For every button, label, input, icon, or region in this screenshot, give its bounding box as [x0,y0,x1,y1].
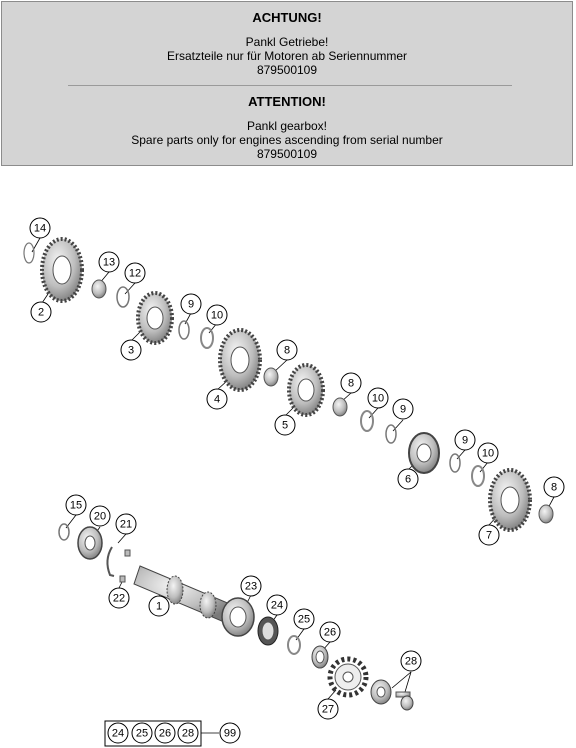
callout-label: 2 [37,306,45,319]
callout-c7 [479,525,499,545]
callout-k28 [178,723,198,743]
notice-line-en-3: 879500109 [256,147,318,161]
bearing-23-part [222,598,254,636]
callout-label: 5 [281,419,289,432]
notice-line-en-1: Pankl gearbox! [246,119,328,133]
notice-line-de-2: Ersatzteile nur für Motoren ab Seriennummer [166,49,408,63]
gear-4-part [220,330,260,390]
washer-15-part [59,524,69,540]
parts-group-upper [24,239,553,530]
callout-c10c [478,443,498,463]
circlip-9c-part [450,454,460,472]
circlip-9a-part [179,321,189,339]
callout-label: 8 [347,377,355,390]
callout-label: 6 [404,473,412,486]
callout-label: 3 [127,344,135,357]
callout-label: 24 [270,599,284,612]
callout-label: 23 [244,580,258,593]
callout-label: 28 [404,655,418,668]
callout-label: 22 [112,592,126,605]
callout-label: 9 [399,403,407,416]
callout-c8c [544,477,564,497]
callout-c3 [121,340,141,360]
screw-22-part [120,576,125,582]
gear-7-part [490,470,530,530]
retainer-21-part [107,547,114,576]
bearing-13-part [92,280,106,298]
callout-c24 [267,595,287,615]
callout-c4 [207,389,227,409]
callout-label: 7 [485,529,493,542]
bearing-8c-part [539,505,553,523]
callout-label: 10 [481,447,495,460]
callout-c9c [455,430,475,450]
callout-label: 25 [297,613,311,626]
main-shaft-1-part [134,566,230,622]
callout-label: 10 [371,392,385,405]
callout-k25 [132,723,152,743]
callout-c21 [116,514,136,534]
callout-c25 [294,609,314,629]
callout-c6 [398,469,418,489]
spacer-26-part [312,646,328,668]
callout-c23 [241,576,261,596]
callout-c1 [149,596,169,616]
callout-c12 [125,263,145,283]
washer-28-part [371,680,391,704]
callout-c22 [109,588,129,608]
callout-k99 [220,723,240,743]
sprocket-27-part [330,659,366,695]
gear-2-part [42,239,82,301]
bearing-8a-part [264,368,278,386]
callout-c8a [277,340,297,360]
parts-group-lower [59,524,413,710]
washer-10c-part [472,466,484,486]
callout-label: 25 [135,727,149,740]
callout-label: 20 [93,510,107,523]
callout-label: 1 [155,600,163,613]
callout-k26 [155,723,175,743]
callout-c27 [318,699,338,719]
callout-c9b [393,399,413,419]
o-ring-25-part [288,636,300,654]
callout-c10b [368,388,388,408]
callout-label: 14 [33,222,47,235]
callout-label: 13 [102,256,116,269]
callout-label: 9 [187,298,195,311]
callout-c9a [181,294,201,314]
notice-line-en-2: Spare parts only for engines ascending from serial number [131,133,443,147]
washer-10b-part [361,411,373,431]
bolt-28-part [396,692,413,710]
callout-c10a [207,305,227,325]
callout-label: 10 [210,309,224,322]
callout-c15 [66,495,86,515]
washer-12-part [117,287,129,307]
washer-10a-part [201,328,213,348]
washer-14-part [24,243,34,263]
callout-label: 15 [69,499,83,512]
gear-5-part [289,365,323,415]
callout-c13 [99,252,119,272]
callout-label: 4 [213,393,221,406]
callout-c8b [341,373,361,393]
screw-21-part [125,550,130,556]
callout-label: 26 [158,727,172,740]
notice-line-de-1: Pankl Getriebe! [245,35,329,49]
callout-label: 8 [550,481,558,494]
circlip-9b-part [386,425,396,443]
callout-c2 [31,302,51,322]
bearing-8b-part [333,398,347,416]
callout-label: 28 [181,727,195,740]
gear-3-part [138,293,172,343]
callout-label: 8 [283,344,291,357]
shift-gear-6-part [409,433,439,473]
callout-label: 21 [119,518,133,531]
callout-c14 [30,218,50,238]
callout-label: 24 [111,727,125,740]
notice-line-de-3: 879500109 [256,63,318,77]
callout-c20 [90,506,110,526]
callout-label: 9 [461,434,469,447]
callout-label: 27 [321,703,335,716]
callout-c5 [275,415,295,435]
notice-heading-de: ACHTUNG! [252,10,322,25]
callout-c26 [320,622,340,642]
seal-24-part [258,617,278,645]
callout-label: 99 [223,727,237,740]
callout-label: 12 [128,267,142,280]
bearing-20-part [78,527,102,559]
callout-k24 [108,723,128,743]
callout-label: 26 [323,626,337,639]
notice-heading-en: ATTENTION! [248,94,326,109]
callout-c28 [401,651,421,671]
